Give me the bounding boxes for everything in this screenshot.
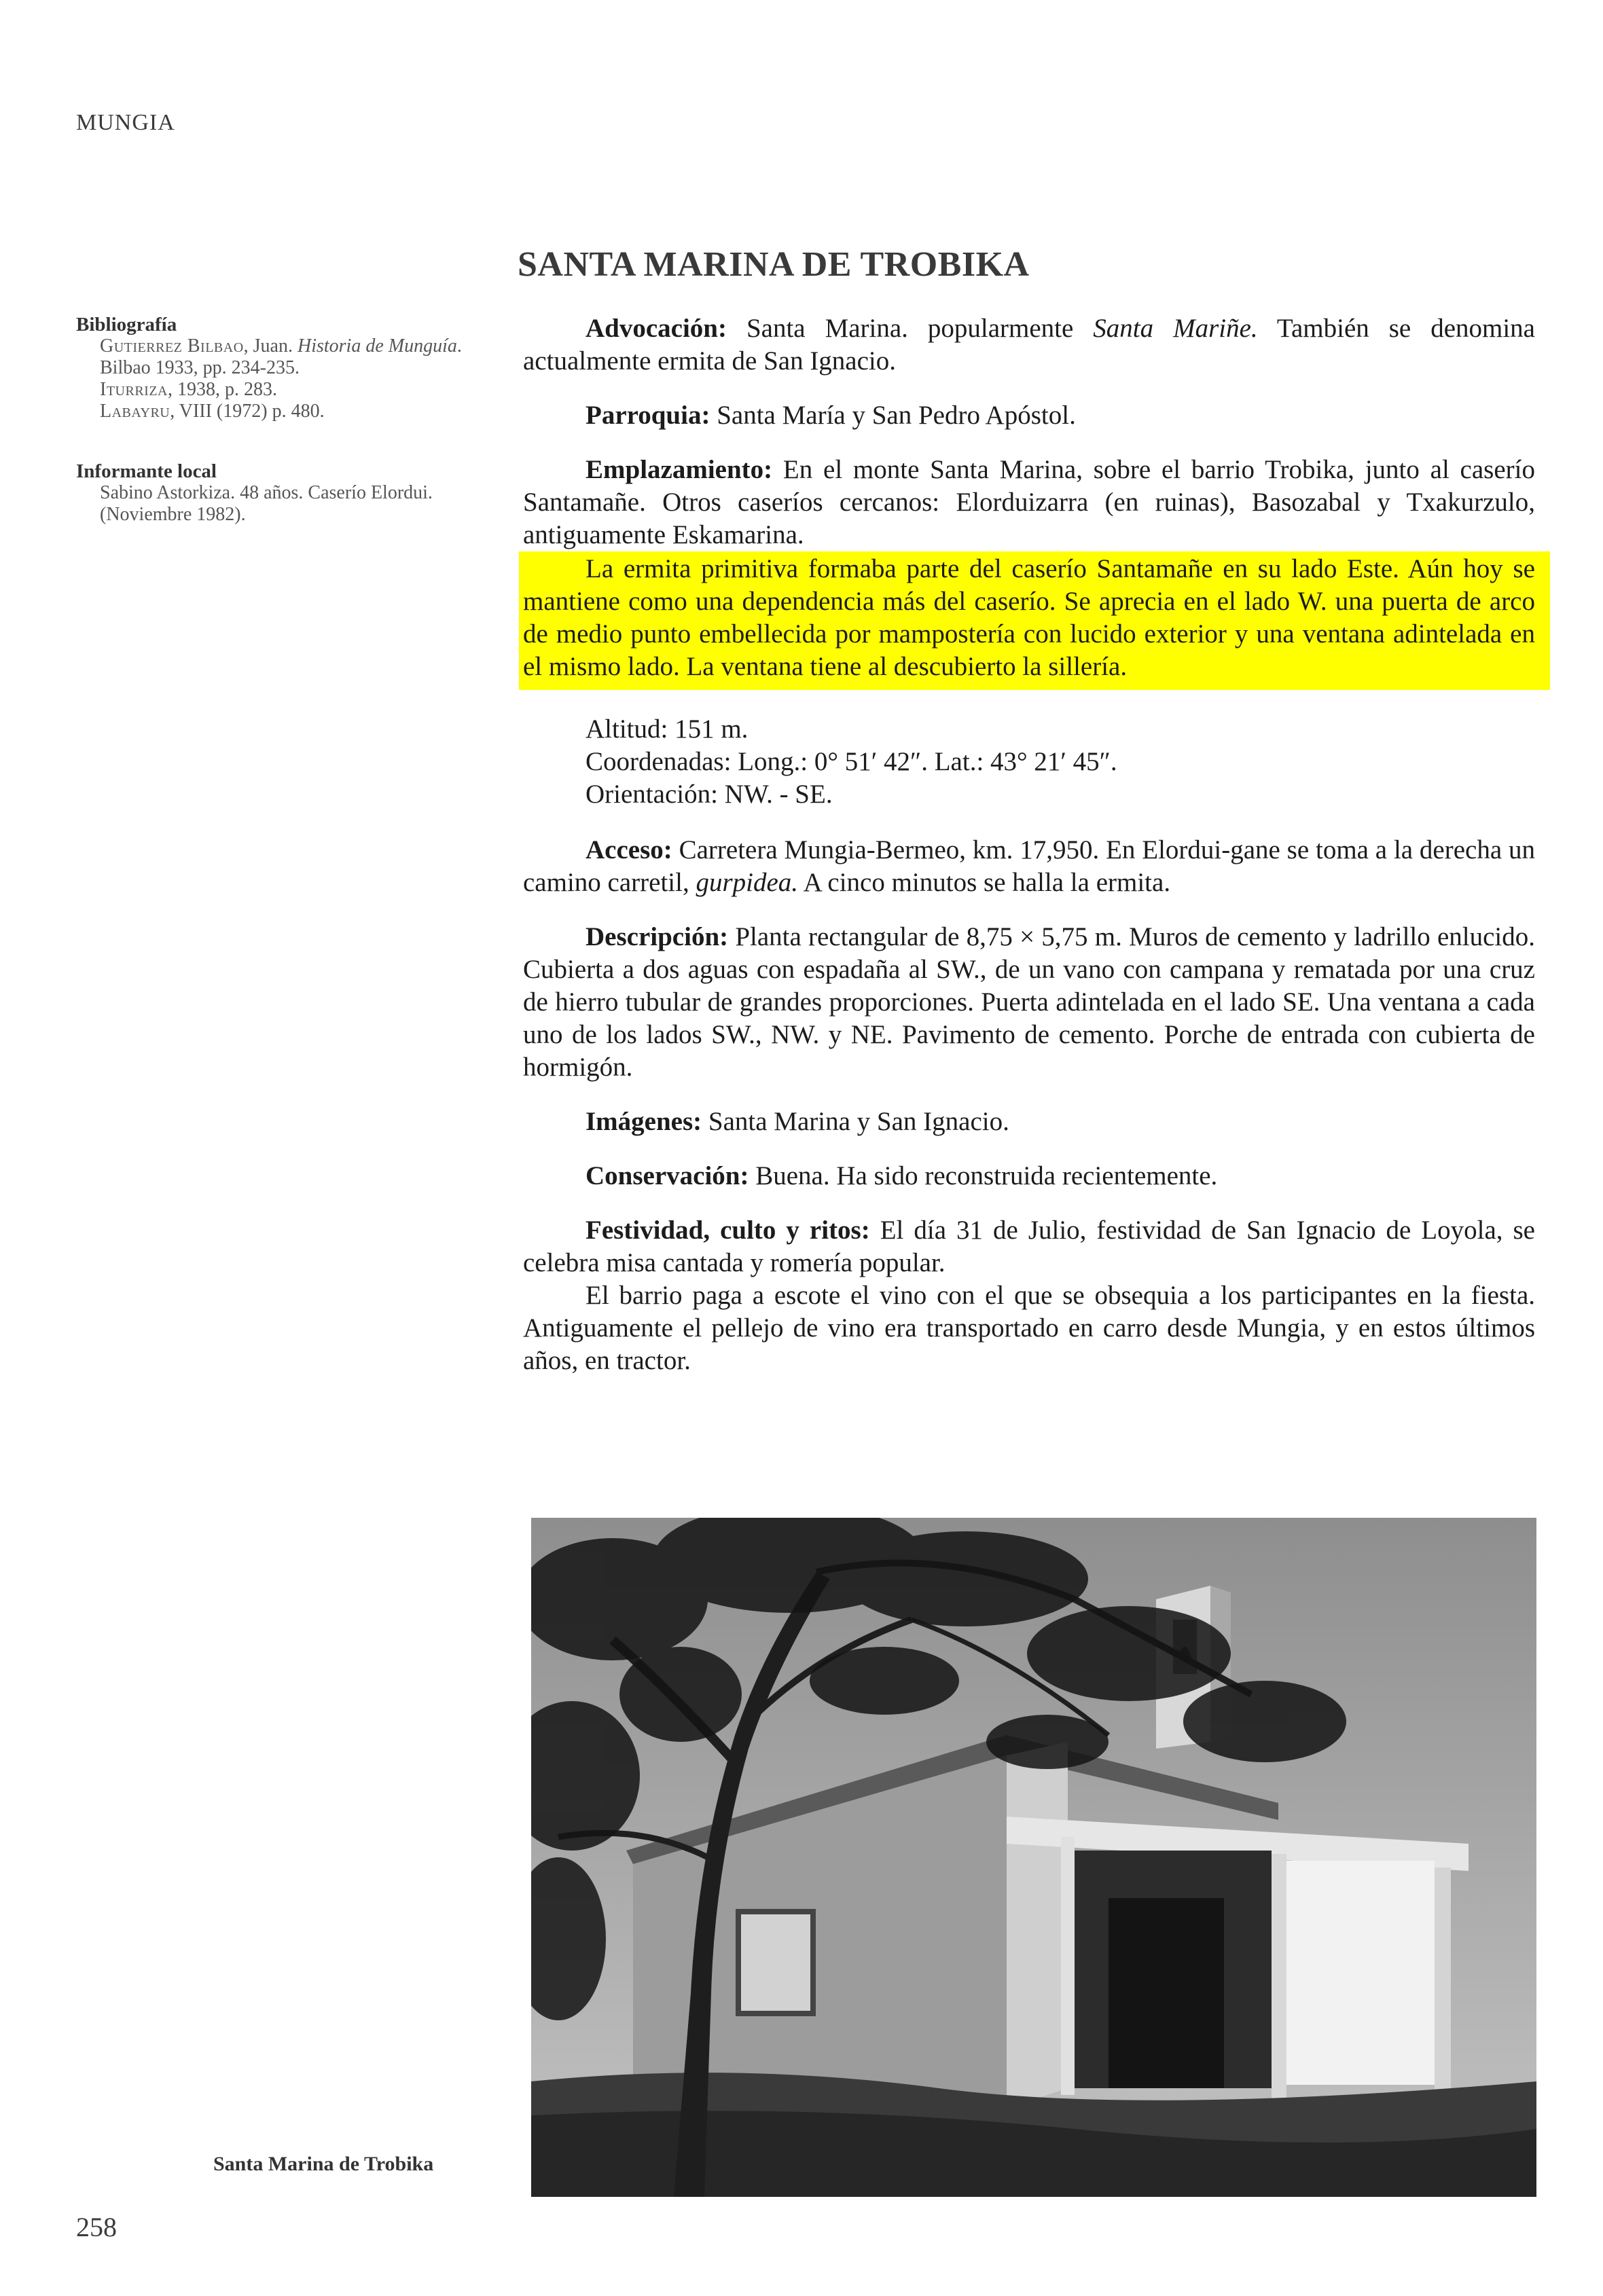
descripcion-paragraph: Descripción: Planta rectangular de 8,75 × 5,75 m. Muros de cemento y ladrillo enlucido. Cubierta a dos aguas con espadaña al SW., de un vano con campana y rematada por una cruz de hierro tubular de grandes proporciones. Puerta adintelada en el lado SE. Una ventana a cada uno de los lados SW., NW. y NE. Pavimento de cemento. Porche de entrada con cubierta de hormigón. (523, 922, 1535, 1082)
parroquia-paragraph: Parroquia: Santa María y San Pedro Apóstol. (586, 401, 1076, 430)
running-header: MUNGIA (76, 110, 175, 135)
acceso-paragraph: Acceso: Carretera Mungia-Bermeo, km. 17,950. En Elordui-gane se toma a la derecha un camino carretil, gurpidea. A cinco minutos se halla la ermita. (523, 835, 1535, 897)
bibliography-label: Bibliografía (76, 314, 177, 335)
conservacion-paragraph: Conservación: Buena. Ha sido reconstruida recientemente. (586, 1161, 1218, 1190)
emplazamiento-paragraph: Emplazamiento: En el monte Santa Marina, sobre el barrio Trobika, junto al caserío Santamañe. Otros caseríos cercanos: Elorduizarra (en ruinas), Basozabal y Txakurzulo, antiguamente Eskamarina. (523, 455, 1535, 549)
festividad-paragraph: Festividad, culto y ritos: El día 31 de Julio, festividad de San Ignacio de Loyola, se celebra misa cantada y romería popular. (523, 1216, 1535, 1277)
bibliography-entry: Iturriza, 1938, p. 283. (100, 379, 277, 400)
informant-block (76, 460, 484, 526)
altitude-line: Altitud: 151 m. (586, 714, 749, 744)
informant-text: Sabino Astorkiza. 48 años. Caserío Elordui. (Noviembre 1982). (100, 482, 433, 525)
festividad-paragraph-2: El barrio paga a escote el vino con el que se obsequia a los participantes en la fiesta. Antiguamente el pellejo de vino era transportado en carro desde Mungia, y en estos últimos años, en tractor. (523, 1281, 1535, 1375)
bibliography-entries (76, 335, 484, 422)
page-number: 258 (76, 2212, 117, 2242)
imagenes-paragraph: Imágenes: Santa Marina y San Ignacio. (586, 1107, 1009, 1136)
bibliography-entry: Labayru, VIII (1972) p. 480. (100, 401, 325, 422)
page-title: SANTA MARINA DE TROBIKA (518, 245, 1030, 284)
advocacion-paragraph: Advocación: Santa Marina. popularmente Santa Mariñe. También se denomina actualmente ermita de San Ignacio. (523, 314, 1535, 376)
bibliography-entry: Gutierrez Bilbao, Juan. Historia de Munguía. Bilbao 1933, pp. 234-235. (100, 335, 462, 378)
informant-label: Informante local (76, 460, 217, 482)
highlighted-paragraph: La ermita primitiva formaba parte del caserío Santamañe en su lado Este. Aún hoy se mantiene como una dependencia más del caserío. Se aprecia en el lado W. una puerta de arco de medio punto embellecida por mampostería con lucido exterior y una ventana adintelada en el mismo lado. La ventana tiene al descubierto la sillería. (519, 551, 1550, 690)
bibliography-block (76, 314, 484, 422)
main-text (523, 312, 1535, 1399)
orientation-line: Orientación: NW. - SE. (586, 780, 833, 809)
coordinates-line: Coordenadas: Long.: 0° 51′ 42″. Lat.: 43° 21′ 45″. (586, 747, 1117, 776)
photo-caption: Santa Marina de Trobika (213, 2153, 434, 2175)
chapel-photo (531, 1518, 1536, 2197)
location-data (586, 713, 1535, 811)
